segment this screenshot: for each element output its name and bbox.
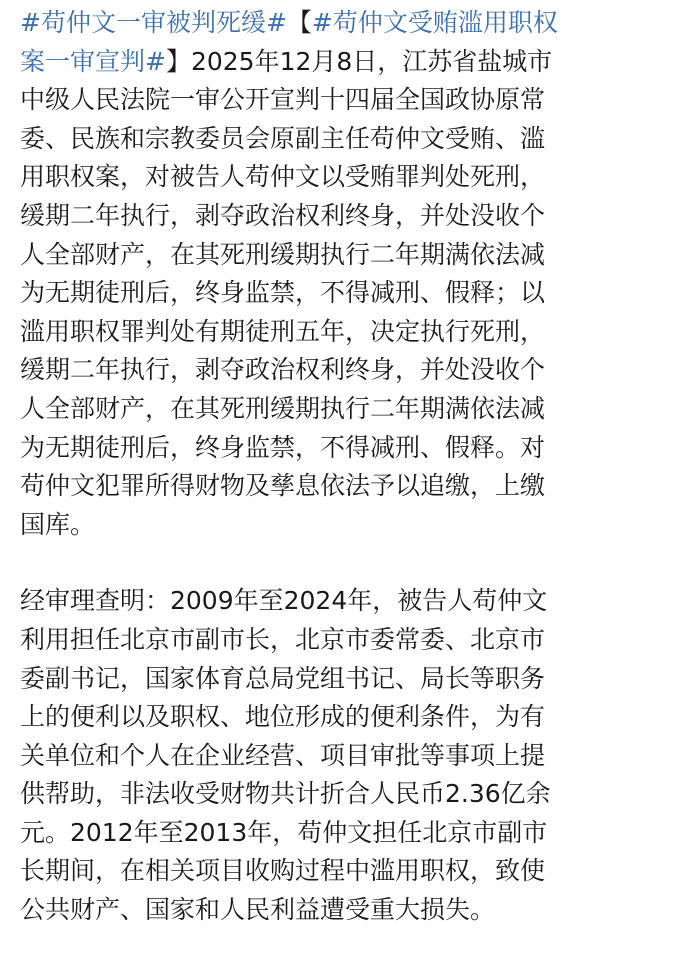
- post-paragraph-1: [20, 4, 670, 544]
- bracket-close: 】: [165, 46, 191, 76]
- post-body: [20, 4, 670, 930]
- post-paragraph-2: [20, 582, 670, 929]
- topic-tag-link[interactable]: #苟仲文一审被判死缓#: [20, 8, 287, 37]
- post-text-2: 经审理查明：2009年至2024年，被告人苟仲文 利用担任北京市副市长，北京市委常委、北京市 委副书记，国家体育总局党组书记、局长等职务 上的便利以及职权、地位形成的便利条件，为有 关单位和个人在企业经营、项目审批等事项上提 供帮助，非法收受财物共计折合人民币2.36亿余 元。2012年至2013年，苟仲文担任北京市副市 长期间，在相关项目收购过程中滥用职权，致使 公共财产、国家和人民利益遭受重大损失。: [20, 586, 551, 925]
- topic-tag-link-2[interactable]: #苟仲文受贿滥用职权 案一审宣判#: [20, 8, 558, 76]
- bracket-open: 【: [286, 8, 312, 37]
- post-text-1: 2025年12月8日，江苏省盐城市 中级人民法院一审公开宣判十四届全国政协原常 委、民族和宗教委员会原副主任苟仲文受贿、滥 用职权案，对被告人苟仲文以受贿罪判处死刑， 缓期二年执行，剥夺政治权利终身，并处没收个 人全部财产，在其死刑缓期执行二年期满依法减 为无期徒刑后，终身监禁，不得减刑、假释；以 滥用职权罪判处有期徒刑五年，决定执行死刑， 缓期二年执行，剥夺政治权利终身，并处没收个 人全部财产，在其死刑缓期执行二年期满依法减 为无期徒刑后，终身监禁，不得减刑、假释。对 苟仲文犯罪所得财物及孳息依法予以追缴，上缴 国库。: [20, 46, 553, 539]
